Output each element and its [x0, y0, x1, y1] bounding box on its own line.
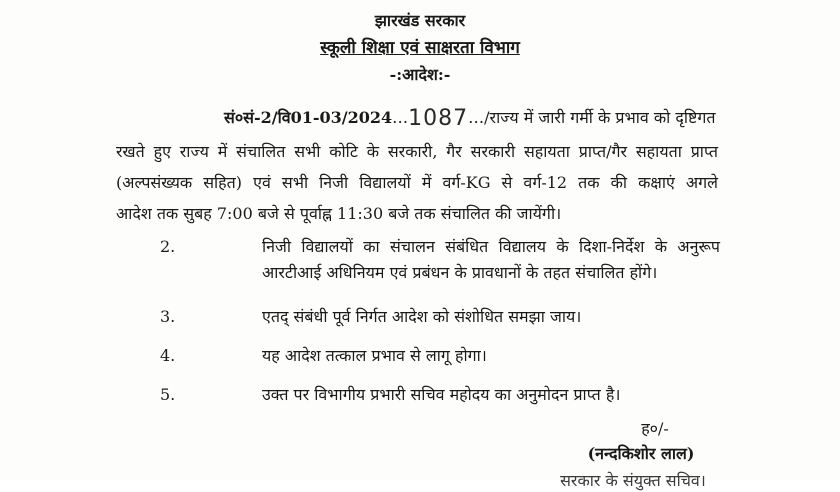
item-text-line: निजी विद्यालयों का संचालन संबंधित विद्यालय के दिशा-निर्देश के अनुरूप: [262, 237, 720, 256]
order-reference-suffix: /राज्य में जारी गर्मी के प्रभाव को दृष्टिगत: [484, 108, 716, 127]
signatory-name: (नन्दकिशोर लाल): [587, 444, 695, 463]
item-number: 5.: [160, 385, 176, 404]
order-reference-prefix: सं०सं-2/वि01-03/2024: [224, 108, 393, 127]
item-number: 4.: [160, 346, 176, 365]
item-text-line: यह आदेश तत्काल प्रभाव से लागू होगा।: [262, 346, 487, 365]
item-number: 2.: [160, 237, 176, 256]
signature-mark: ह०/-: [641, 419, 669, 438]
order-paragraph-line: (अल्पसंख्यक सहित) एवं सभी निजी विद्यालयों में वर्ग-KG से वर्ग-12 तक की कक्षाएं अगले: [116, 173, 718, 192]
government-title: झारखंड सरकार: [374, 11, 466, 30]
signatory-designation: सरकार के संयुक्त सचिव।: [560, 471, 706, 490]
item-text-line: एतद् संबंधी पूर्व निर्गत आदेश को संशोधित समझा जाय।: [262, 307, 582, 326]
order-paragraph-line: रखते हुए राज्य में संचालित सभी कोटि के सरकारी, गैर सरकारी सहायता प्राप्त/गैर सहायता प्राप्त: [116, 142, 718, 161]
order-reference-line: [224, 107, 716, 130]
order-reference-number: 1087: [408, 106, 469, 131]
item-number: 3.: [160, 307, 176, 326]
order-reference-dots-after: …: [468, 108, 485, 127]
document-type-heading: -:आदेश:-: [389, 65, 451, 84]
department-title: स्कूली शिक्षा एवं साक्षरता विभाग: [320, 38, 520, 58]
item-text-line: उक्त पर विभागीय प्रभारी सचिव महोदय का अनुमोदन प्राप्त है।: [262, 385, 621, 404]
item-text-line: आरटीआई अधिनियम एवं प्रबंधन के प्रावधानों के तहत संचालित होंगे।: [262, 263, 658, 282]
order-paragraph-line: आदेश तक सुबह 7:00 बजे से पूर्वाह्न 11:30 बजे तक संचालित की जायेंगी।: [116, 204, 562, 223]
order-reference-dots-before: …: [392, 108, 409, 127]
